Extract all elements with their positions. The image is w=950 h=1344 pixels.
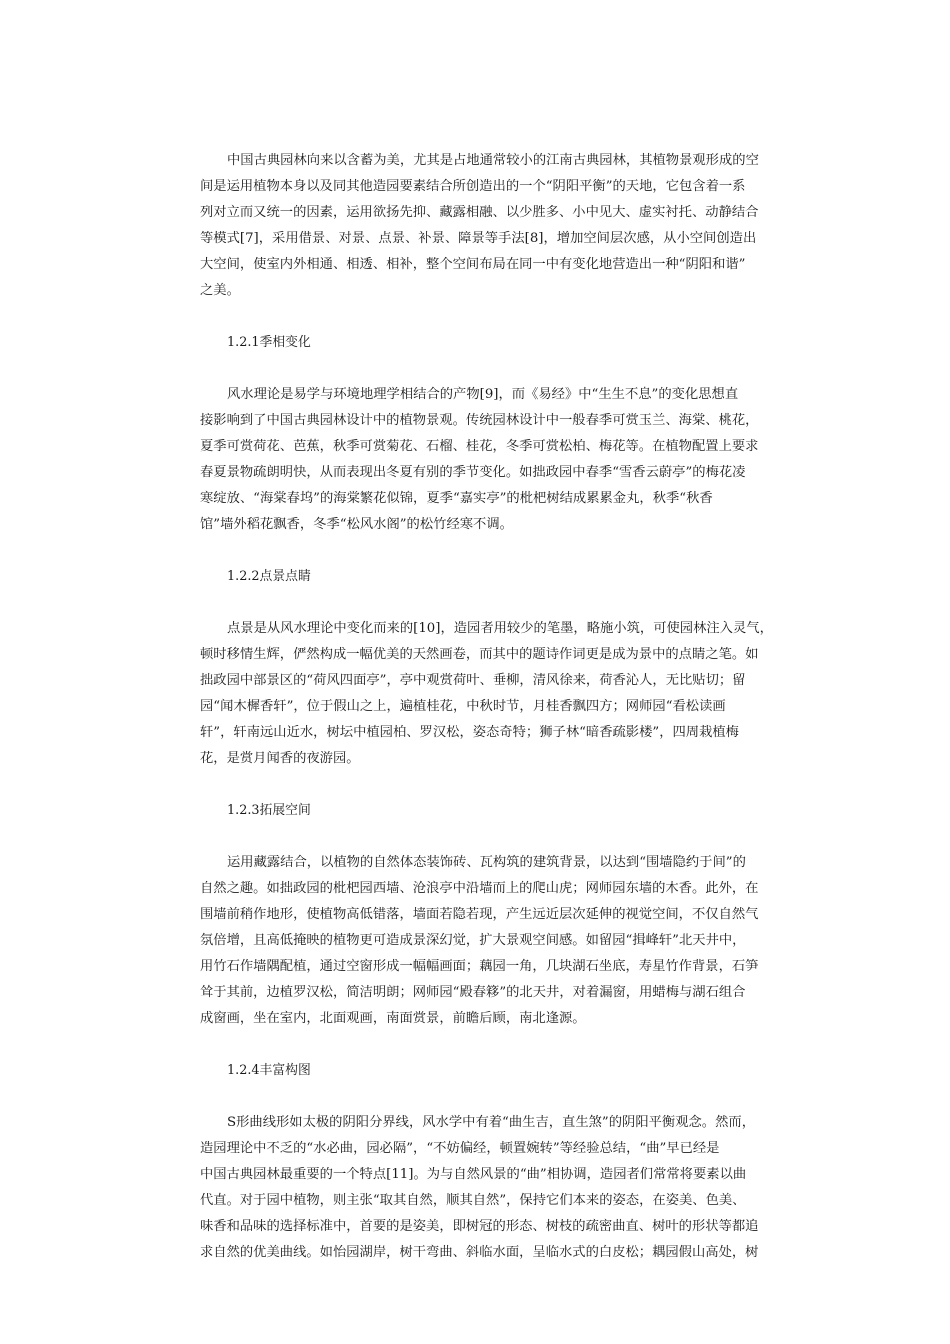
section-heading-rich-composition: 1.2.4丰富构图 [227, 1063, 311, 1078]
paragraph-intro: 中国古典园林向来以含蓄为美，尤其是占地通常较小的江南古典园林，其植物景观形成的空 间是运用植物本身以及同其他造园要素结合所创造出的一个“阴阳平衡”的天地，它包含着一系 列对立而又统一的因素，运用欲扬先抑、藏露相融、以少胜多、小中见大、虚实衬托、动静结合 等模式[7]，采用借景、对景、点景、补景、障景等手法[8]，增加空间层次感，从小空间创造出 大空间，使室内外相通、相透、相补，整个空间布局在同一中有变化地营造出一种“阴阳和谐” 之美。 [200, 153, 759, 298]
section-heading-point-scenery: 1.2.2点景点睛 [227, 569, 311, 584]
paragraph-expand-space: 运用藏露结合，以植物的自然体态装饰砖、瓦构筑的建筑背景，以达到“围墙隐约于间”的 自然之趣。如拙政园的枇杷园西墙、沧浪亭中沿墙而上的爬山虎；网师园东墙的木香。此外，在 围墙前稍作地形，使植物高低错落，墙面若隐若现，产生远近层次延伸的视觉空间，不仅自然气 氛倍增，且高低掩映的植物更可造成景深幻觉，扩大景观空间感。如留园“揖峰轩”北天井中， 用竹石作墙隅配植，通过空窗形成一幅幅画面；藕园一角，几块湖石坐底，寿星竹作背景，石笋 耸于其前，边植罗汉松，简洁明朗；网师园“殿春簃”的北天井，对着漏窗，用蜡梅与湖石组合 成窗画，坐在室内，北面观画，南面赏景，前瞻后顾，南北逢源。 [200, 855, 759, 1026]
section-heading-expand-space: 1.2.3拓展空间 [227, 803, 311, 818]
paragraph-point-scenery: 点景是从风水理论中变化而来的[10]，造园者用较少的笔墨，略施小筑，可使园林注入灵气， 顿时移情生辉，俨然构成一幅优美的天然画卷，而其中的题诗作词更是成为景中的点睛之笔。如 拙政园中部景区的“荷风四面亭”，亭中观赏荷叶、垂柳，清风徐来，荷香沁人，无比贴切；留 园“闻木樨香轩”，位于假山之上，遍植桂花，中秋时节，月桂香飘四方；网师园“看松读画 轩”，轩南远山近水，树坛中植园柏、罗汉松，姿态奇特；狮子林“暗香疏影楼”，四周栽植梅 花，是赏月闻香的夜游园。 [200, 621, 773, 766]
paragraph-rich-composition: S形曲线形如太极的阴阳分界线，风水学中有着“曲生吉，直生煞”的阴阳平衡观念。然而， 造园理论中不乏的“水必曲，园必隔”，“不妨偏经，顿置婉转”等经验总结，“曲”早已经是 中国古典园林最重要的一个特点[11]。为与自然风景的“曲”相协调，造园者们常常将要素以曲 代直。对于园中植物，则主张“取其自然，顺其自然”，保持它们本来的姿态，在姿美、色美、 味香和品味的选择标准中，首要的是姿美，即树冠的形态、树枝的疏密曲直、树叶的形状等都追 求自然的优美曲线。如怡园湖岸，树干弯曲、斜临水面，呈临水式的白皮松；耦园假山高处，树 [200, 1115, 759, 1260]
document-body [200, 148, 802, 1292]
paragraph-seasonal-change: 风水理论是易学与环境地理学相结合的产物[9]，而《易经》中“生生不息”的变化思想直 接影响到了中国古典园林设计中的植物景观。传统园林设计中一般春季可赏玉兰、海棠、桃花， 夏季可赏荷花、芭蕉，秋季可赏菊花、石榴、桂花，冬季可赏松柏、梅花等。在植物配置上要求 春夏景物疏朗明快，从而表现出冬夏有别的季节变化。如拙政园中春季“雪香云蔚亭”的梅花凌 寒绽放、“海棠春坞”的海棠繁花似锦，夏季“嘉实亭”的枇杷树结成累累金丸，秋季“秋香 馆”墙外稻花飘香，冬季“松风水阁”的松竹经寒不调。 [200, 387, 759, 532]
section-heading-seasonal-change: 1.2.1季相变化 [227, 335, 311, 350]
